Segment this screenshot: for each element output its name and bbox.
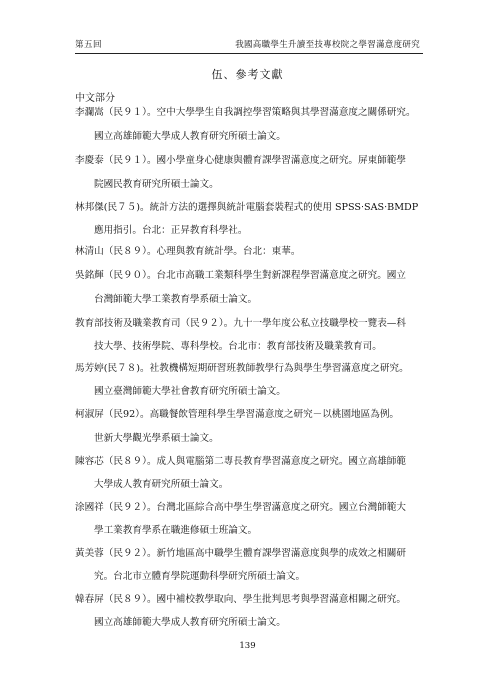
reference-line: 教育部技術及職業教育司（民９２）。九十一學年度公私立技職學校一覽表—科 — [75, 318, 406, 329]
reference-line-cont: 國立高雄師範大學成人教育研究所碩士論文。 — [94, 617, 286, 628]
header-chapter: 第五回 — [75, 40, 103, 50]
reference-line-cont: 學工業教育學系在職進修碩士班論文。 — [94, 525, 258, 536]
reference-line: 林清山（民８９）。心理與教育統計學。台北：東華。 — [75, 246, 301, 257]
reference-line: 涂國祥（民９２）。台灣北區綜合高中學生學習滿意度之研究。國立台灣師範大 — [75, 502, 406, 513]
reference-line: 黃美蓉（民９２）。新竹地區高中職學生體育課學習滿意度與學的成效之相關研 — [75, 548, 406, 559]
reference-line-cont: 技大學、技術學院、專科學校。台北市：教育部技術及職業教育司。 — [94, 341, 382, 352]
reference-line-cont: 世新大學觀光學系碩士論文。 — [94, 433, 219, 444]
reference-line: 林邦傑(民７５)。統計方法的選擇與統計電腦套裝程式的使用 SPSS‧SAS‧BMDP — [75, 202, 419, 213]
reference-line: 李瀾嵩（民９１）。空中大學學生自我調控學習策略與其學習滿意度之關係研究。 — [75, 107, 416, 118]
reference-line: 李慶泰（民９１）。國小學童身心健康與體育課學習滿意度之研究。屏東師範學 — [75, 155, 406, 166]
reference-line-cont: 國立高雄師範大學成人教育研究所碩士論文。 — [94, 131, 286, 142]
page-number: 139 — [239, 641, 256, 651]
reference-line: 柯淑屏（民92）。高職餐飲管理科學生學習滿意度之研究－以桃園地區為例。 — [75, 409, 400, 420]
reference-line-cont: 究。台北市立體育學院運動科學研究所碩士論文。 — [94, 571, 306, 582]
reference-line-cont: 台灣師範大學工業教育學系碩士論文。 — [94, 294, 258, 305]
header-title: 我國高職學生升讀至技專校院之學習滿意度研究 — [235, 40, 420, 50]
section-title: 伍、參考文獻 — [211, 68, 284, 81]
reference-line-cont: 國立臺灣師範大學社會教育研究所碩士論文。 — [94, 386, 286, 397]
reference-line: 吳銘輝（民９０）。台北市高職工業類科學生對新課程學習滿意度之研究。國立 — [75, 270, 406, 281]
reference-line: 馬芳婷(民７８)。社教機構短期研習班教師教學行為與學生學習滿意度之研究。 — [75, 363, 409, 374]
reference-line: 陳容芯（民８９）。成人與電腦第二專長教育學習滿意度之研究。國立高雄師範 — [75, 456, 406, 467]
reference-line-cont: 大學成人教育研究所碩士論文。 — [94, 479, 229, 490]
subsection-heading: 中文部分 — [75, 93, 115, 104]
reference-line-cont: 院國民教育研究所碩士論文。 — [94, 179, 219, 190]
reference-line: 韓春屏（民８９）。國中補校教學取向、學生批判思考與學習滿意相關之研究。 — [75, 594, 406, 605]
reference-line-cont: 應用指引。台北：正昇教育科學社。 — [94, 225, 248, 236]
